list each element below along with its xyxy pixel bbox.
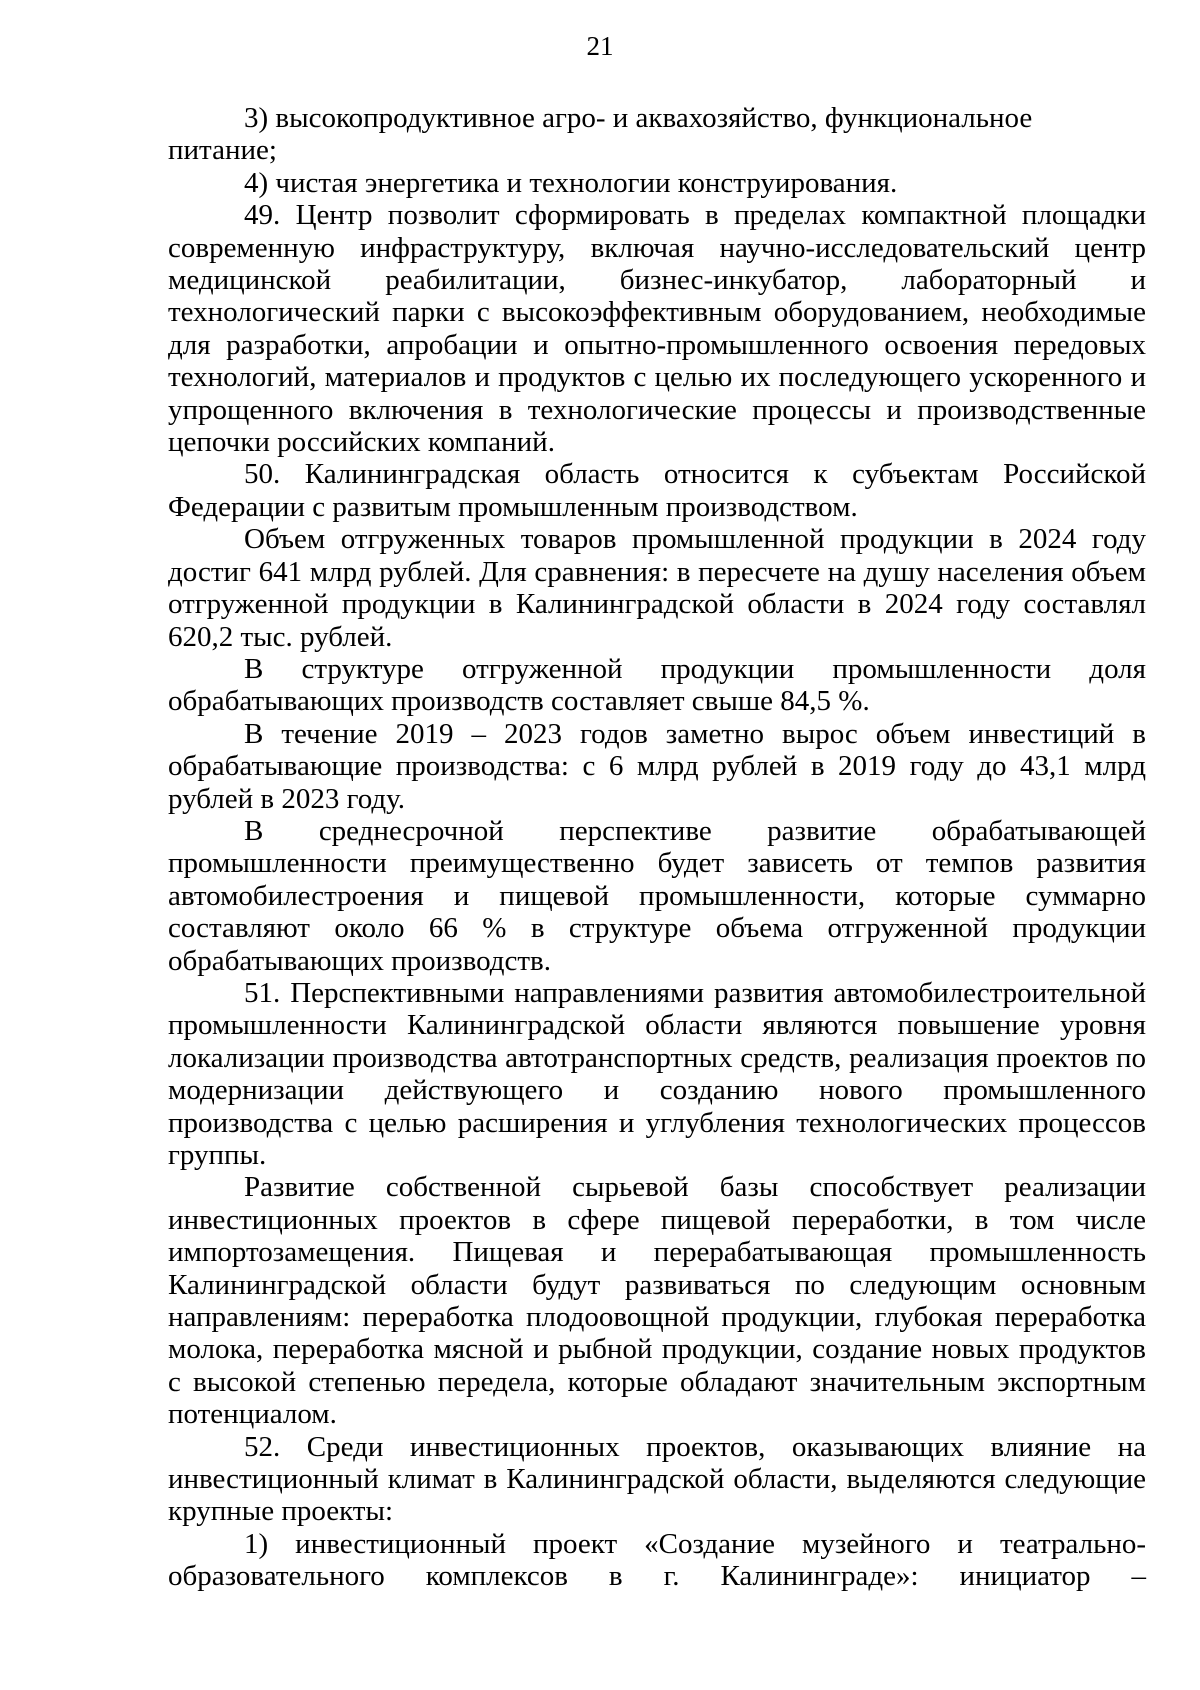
list-item-museum-project: 1) инвестиционный проект «Создание музейного и театрально-образовательного комплексов в г. Калининграде»: инициатор – xyxy=(168,1527,1146,1593)
paragraph-shipment-volume: Объем отгруженных товаров промышленной продукции в 2024 году достиг 641 млрд рублей. Для сравнения: в пересчете на душу населения объем отгруженной продукции в Калининградской области в 2024 году составлял 620,2 тыс. рублей. xyxy=(168,523,1146,653)
paragraph-medium-term: В среднесрочной перспективе развитие обрабатывающей промышленности преимущественно будет зависеть от темпов развития автомобилестроения и пищевой промышленности, которые суммарно составляют около 66 % в структуре объема отгруженной продукции обрабатывающих производств. xyxy=(168,814,1146,977)
paragraph-49: 49. Центр позволит сформировать в пределах компактной площадки современную инфраструктуру, включая научно-исследовательский центр медицинской реабилитации, бизнес-инкубатор, лабораторный и технологический парки с высокоэффективным оборудованием, необходимые для разработки, апробации и опытно-промышленного освоения передовых технологий, материалов и продуктов с целью их последующего ускоренного и упрощенного включения в технологические процессы и производственные цепочки российских компаний. xyxy=(168,199,1146,459)
page-number: 21 xyxy=(586,31,614,61)
list-item-agro: 3) высокопродуктивное агро- и аквахозяйство, функциональное питание; xyxy=(168,102,1033,167)
paragraph-investments: В течение 2019 – 2023 годов заметно вырос объем инвестиций в обрабатывающие производства: с 6 млрд рублей в 2019 году до 43,1 млрд рублей в 2023 году. xyxy=(168,717,1146,815)
paragraph-51: 51. Перспективными направлениями развития автомобилестроительной промышленности Калининградской области являются повышение уровня локализации производства автотранспортных средств, реализация проектов по модернизации действующего и созданию нового промышленного производства с целью расширения и углубления технологических процессов группы. xyxy=(168,976,1146,1171)
paragraph-50: 50. Калининградская область относится к субъектам Российской Федерации с развитым промышленным производством. xyxy=(168,458,1146,523)
document-body xyxy=(168,102,1146,1593)
paragraph-structure: В структуре отгруженной продукции промышленности доля обрабатывающих производств составляет свыше 84,5 %. xyxy=(168,652,1146,718)
list-item-energy: 4) чистая энергетика и технологии конструирования. xyxy=(244,166,898,199)
paragraph-52: 52. Среди инвестиционных проектов, оказывающих влияние на инвестиционный климат в Калининградской области, выделяются следующие крупные проекты: xyxy=(168,1430,1146,1528)
paragraph-raw-materials: Развитие собственной сырьевой базы способствует реализации инвестиционных проектов в сфере пищевой переработки, в том числе импортозамещения. Пищевая и перерабатывающая промышленность Калининградской области будут развиваться по следующим основным направлениям: переработка плодоовощной продукции, глубокая переработка молока, переработка мясной и рыбной продукции, создание новых продуктов с высокой степенью передела, которые обладают значительным экспортным потенциалом. xyxy=(168,1171,1146,1431)
